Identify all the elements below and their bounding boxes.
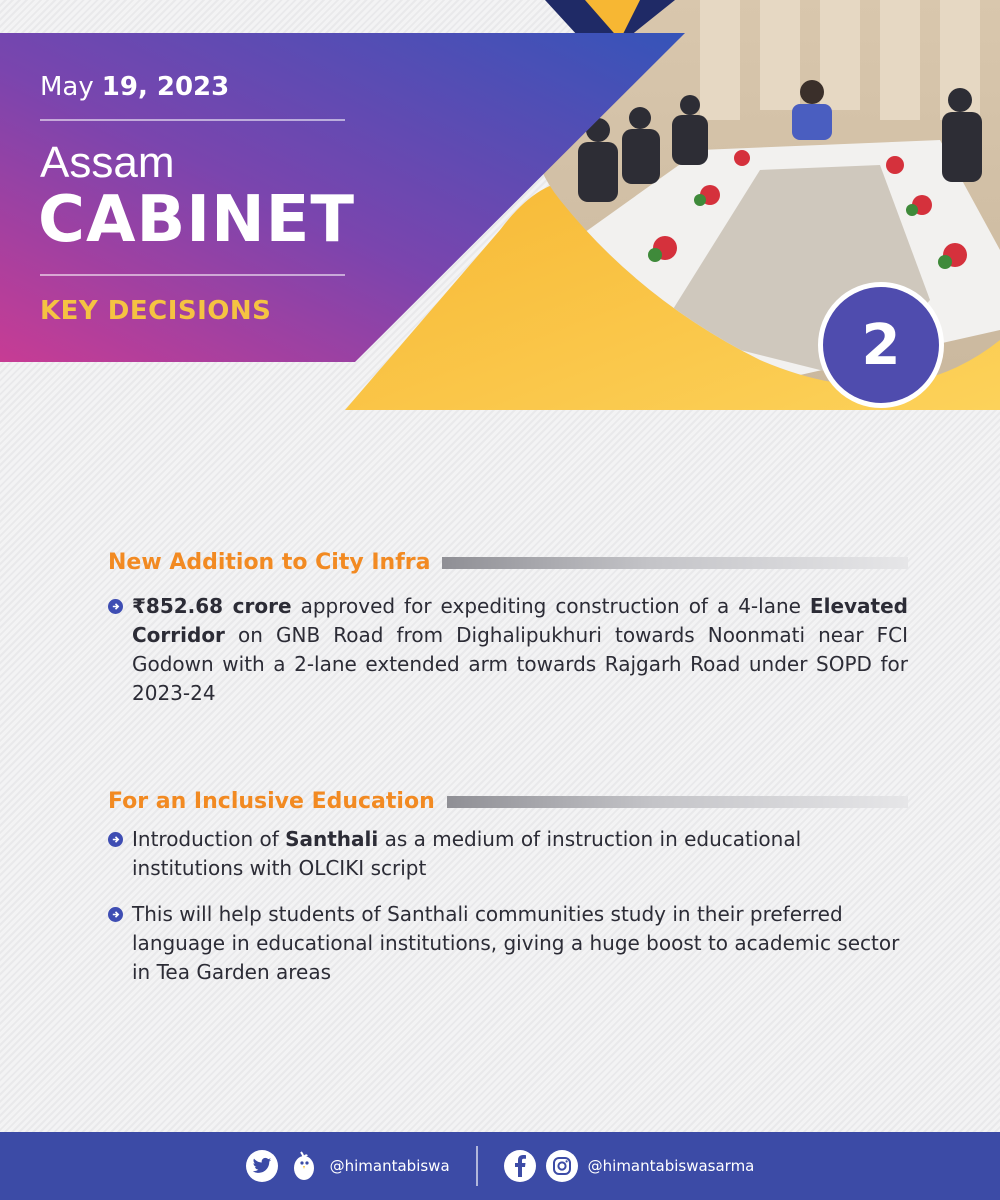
section-rule <box>447 796 908 808</box>
page-number-badge: 2 <box>818 282 944 408</box>
header-banner <box>0 0 1000 410</box>
footer-divider <box>476 1146 478 1186</box>
language-name: Santhali <box>285 827 379 851</box>
item-text: on GNB Road from Dighalipukhuri towards Noonmati near FCI Godown with a 2-lane extended arm towards Rajgarh Road under SOPD for 2023-24 <box>132 623 908 705</box>
section-heading-city-infra <box>108 550 908 575</box>
facebook-icon[interactable] <box>504 1150 536 1182</box>
item-text: approved for expediting construction of a 4-lane <box>291 594 810 618</box>
list-item <box>108 900 908 987</box>
section-title: For an Inclusive Education <box>108 789 435 814</box>
instagram-icon[interactable] <box>546 1150 578 1182</box>
header-divider-bottom <box>40 274 345 276</box>
list-item <box>108 825 908 883</box>
twitter-handle[interactable]: @himantabiswa <box>329 1157 450 1175</box>
title-cabinet: CABINET <box>38 183 356 257</box>
arrow-bullet-icon <box>108 832 123 847</box>
project-name: Elevated Corridor <box>132 594 908 647</box>
twitter-icon[interactable] <box>246 1150 278 1182</box>
section-rule <box>442 557 908 569</box>
title-state: Assam <box>40 138 175 187</box>
koo-icon[interactable] <box>288 1150 320 1182</box>
social-group-left <box>246 1150 450 1182</box>
arrow-bullet-icon <box>108 907 123 922</box>
amount-text: ₹852.68 crore <box>132 594 292 618</box>
item-text: Introduction of <box>132 827 286 851</box>
key-decisions-label: KEY DECISIONS <box>40 296 272 326</box>
section-heading-education <box>108 789 908 814</box>
facebook-instagram-handle[interactable]: @himantabiswasarma <box>587 1157 755 1175</box>
arrow-bullet-icon <box>108 599 123 614</box>
date-month: May <box>40 72 94 102</box>
section-title: New Addition to City Infra <box>108 550 431 575</box>
item-text: This will help students of Santhali communities study in their preferred language in educational institutions, giving a huge boost to academic sector in Tea Garden areas <box>132 902 900 984</box>
social-group-right <box>504 1150 755 1182</box>
footer-bar <box>0 1132 1000 1200</box>
date-day-year: 19, 2023 <box>101 72 230 102</box>
list-item <box>108 592 908 708</box>
date <box>40 72 229 102</box>
item-text: as a medium of instruction in educational institutions with OLCIKI script <box>132 827 802 880</box>
header-divider-top <box>40 119 345 121</box>
